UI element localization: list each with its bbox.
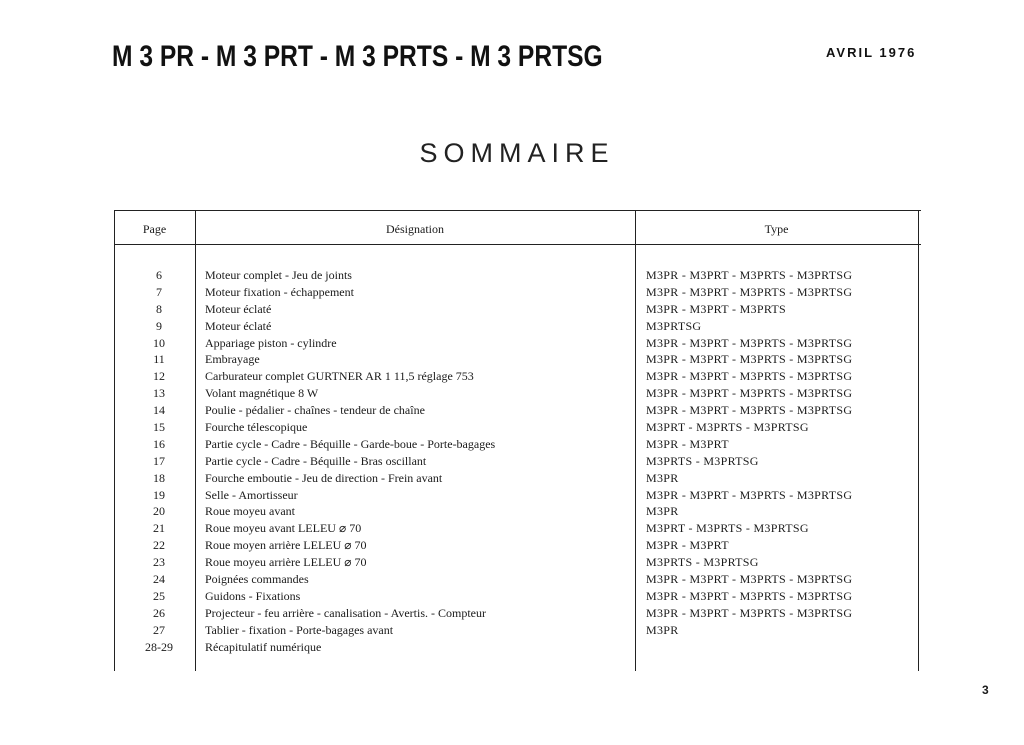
type-cell: M3PR - M3PRT - M3PRTS - M3PRTSG	[646, 268, 853, 282]
type-cell: M3PR - M3PRT - M3PRTS - M3PRTSG	[646, 369, 853, 384]
column-header-designation: Désignation	[386, 222, 444, 236]
type-cell: M3PR - M3PRT - M3PRTS - M3PRTSG	[646, 605, 853, 620]
page-cell: 16	[153, 436, 165, 451]
page-cell: 17	[153, 453, 165, 468]
designation-cell: Projecteur - feu arrière - canalisation - Avertis. - Compteur	[205, 605, 486, 620]
type-cell: M3PRT - M3PRTS - M3PRTSG	[646, 521, 809, 536]
table-row	[114, 368, 921, 385]
type-cell: M3PR - M3PRT - M3PRTS - M3PRTSG	[646, 403, 853, 418]
table-row	[114, 436, 921, 453]
table-row	[114, 419, 921, 436]
table-row	[114, 605, 921, 622]
page-cell: 12	[153, 369, 165, 384]
type-cell: M3PRTS - M3PRTSG	[646, 453, 759, 468]
page-cell: 25	[153, 588, 165, 603]
column-header-type: Type	[764, 222, 789, 236]
table-row	[114, 351, 921, 368]
designation-cell: Fourche télescopique	[205, 420, 308, 435]
page-cell: 18	[153, 470, 165, 485]
type-cell: M3PR - M3PRT	[646, 538, 729, 553]
page-cell: 6	[156, 268, 162, 282]
designation-cell: Poulie - pédalier - chaînes - tendeur de chaîne	[205, 403, 425, 418]
page-cell: 11	[153, 352, 165, 367]
type-cell: M3PR	[646, 622, 679, 637]
table-row	[114, 301, 921, 318]
table-row	[114, 588, 921, 605]
type-cell: M3PR - M3PRT - M3PRTS - M3PRTSG	[646, 284, 853, 299]
designation-cell: Tablier - fixation - Porte-bagages avant	[205, 622, 394, 637]
toc-table	[114, 210, 921, 671]
type-cell: M3PR - M3PRT - M3PRTS - M3PRTSG	[646, 335, 853, 350]
page-cell: 7	[156, 284, 162, 299]
page-cell: 15	[153, 420, 165, 435]
designation-cell: Appariage piston - cylindre	[205, 335, 337, 350]
table-row	[114, 487, 921, 504]
document-date: AVRIL 1976	[826, 45, 917, 60]
designation-cell: Moteur complet - Jeu de joints	[205, 268, 352, 282]
page-cell: 19	[153, 487, 165, 502]
type-cell: M3PR - M3PRT	[646, 436, 729, 451]
page-cell: 10	[153, 335, 165, 350]
table-row	[114, 537, 921, 554]
table-row	[114, 470, 921, 487]
type-cell: M3PR - M3PRT - M3PRTS - M3PRTSG	[646, 487, 853, 502]
designation-cell: Récapitulatif numérique	[205, 639, 322, 654]
page-cell: 8	[156, 301, 162, 316]
header-rule	[114, 244, 921, 245]
designation-cell: Roue moyen arrière LELEU ⌀ 70	[205, 538, 367, 553]
table-row	[114, 402, 921, 419]
page-cell: 27	[153, 622, 165, 637]
type-cell: M3PRTSG	[646, 318, 702, 333]
table-row	[114, 520, 921, 537]
page-cell: 23	[153, 555, 165, 570]
table-row	[114, 318, 921, 335]
table-row	[114, 622, 921, 639]
page-cell: 28-29	[145, 639, 173, 654]
designation-cell: Volant magnétique 8 W	[205, 386, 319, 401]
table-row	[114, 554, 921, 571]
page-cell: 26	[153, 605, 165, 620]
designation-cell: Selle - Amortisseur	[205, 487, 298, 502]
designation-cell: Roue moyeu avant LELEU ⌀ 70	[205, 521, 362, 536]
type-cell: M3PR - M3PRT - M3PRTS - M3PRTSG	[646, 588, 853, 603]
page-cell: 24	[153, 572, 165, 587]
page-cell: 20	[153, 504, 165, 519]
designation-cell: Moteur fixation - échappement	[205, 284, 354, 299]
designation-cell: Carburateur complet GURTNER AR 1 11,5 réglage 753	[205, 369, 474, 384]
designation-cell: Roue moyeu avant	[205, 504, 295, 519]
designation-cell: Moteur éclaté	[205, 318, 272, 333]
designation-cell: Embrayage	[205, 352, 260, 367]
page-title: SOMMAIRE	[419, 138, 615, 168]
designation-cell: Partie cycle - Cadre - Béquille - Garde-boue - Porte-bagages	[205, 436, 496, 451]
document-header-models: M 3 PR - M 3 PRT - M 3 PRTS - M 3 PRTSG	[112, 40, 603, 73]
type-cell: M3PR - M3PRT - M3PRTS	[646, 301, 787, 316]
type-cell: M3PR - M3PRT - M3PRTS - M3PRTSG	[646, 352, 853, 367]
table-body	[114, 267, 921, 655]
designation-cell: Moteur éclaté	[205, 301, 272, 316]
type-cell: M3PR	[646, 504, 679, 519]
table-row	[114, 453, 921, 470]
table-row	[114, 385, 921, 402]
page-cell: 14	[153, 403, 165, 418]
type-cell: M3PRTS - M3PRTSG	[646, 555, 759, 570]
designation-cell: Partie cycle - Cadre - Béquille - Bras oscillant	[205, 453, 427, 468]
table-row	[114, 571, 921, 588]
designation-cell: Guidons - Fixations	[205, 588, 301, 603]
designation-cell: Poignées commandes	[205, 572, 309, 587]
page-cell: 22	[153, 538, 165, 553]
type-cell: M3PRT - M3PRTS - M3PRTSG	[646, 420, 809, 435]
table-row	[114, 335, 921, 352]
type-cell: M3PR - M3PRT - M3PRTS - M3PRTSG	[646, 386, 853, 401]
designation-cell: Fourche emboutie - Jeu de direction - Frein avant	[205, 470, 443, 485]
page-cell: 21	[153, 521, 165, 536]
page-number: 3	[982, 683, 989, 697]
column-header-page: Page	[142, 222, 167, 236]
page-cell: 13	[153, 386, 165, 401]
table-row	[114, 503, 921, 520]
table-row	[114, 639, 921, 656]
table-row	[114, 284, 921, 301]
type-cell: M3PR - M3PRT - M3PRTS - M3PRTSG	[646, 572, 853, 587]
page-cell: 9	[156, 318, 162, 333]
designation-cell: Roue moyeu arrière LELEU ⌀ 70	[205, 555, 367, 570]
table-row	[114, 267, 921, 284]
type-cell: M3PR	[646, 470, 679, 485]
